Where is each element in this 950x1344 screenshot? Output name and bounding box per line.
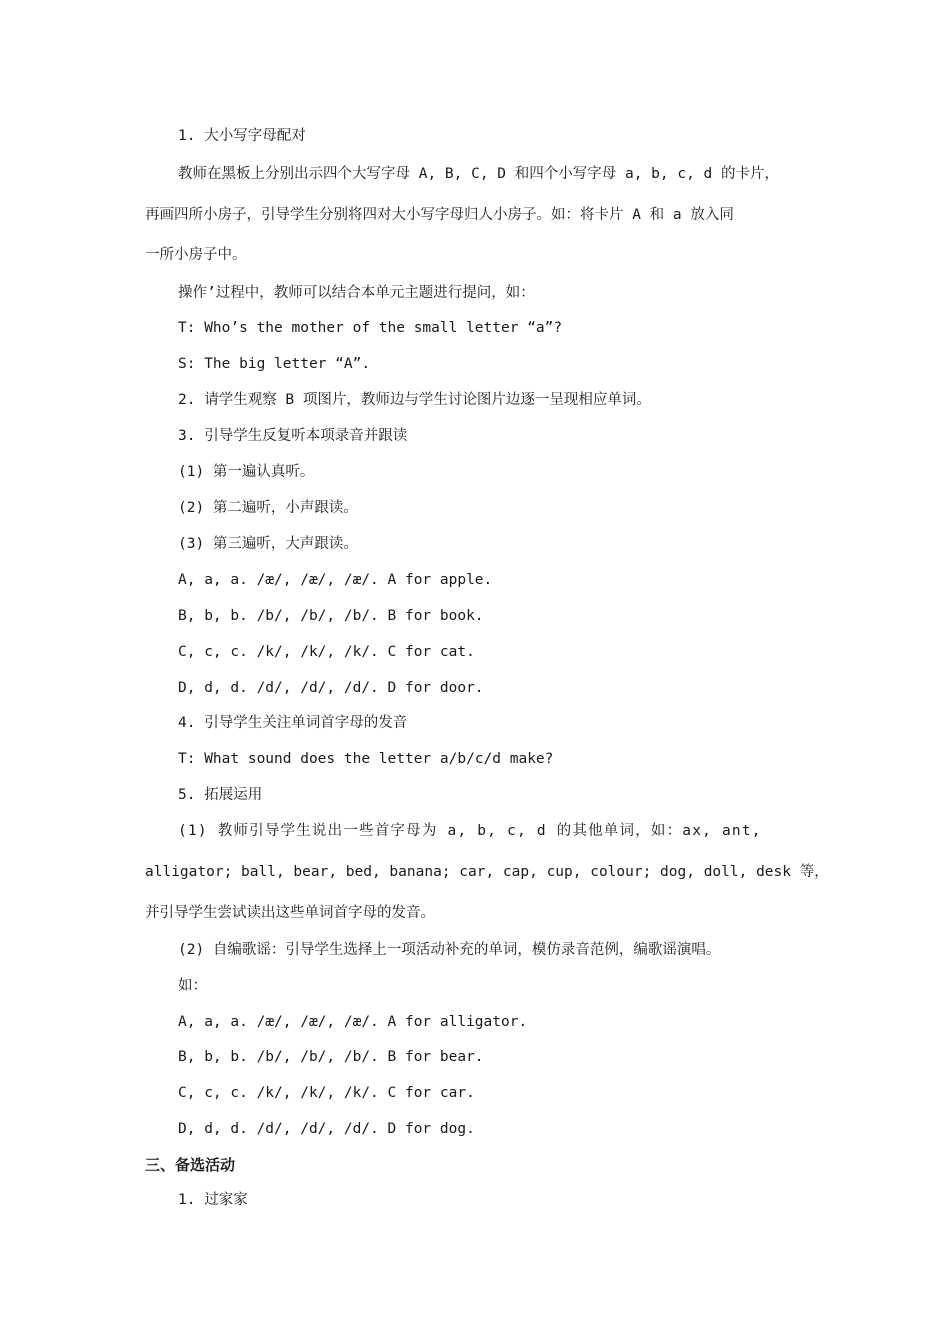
chant-line-d: D, d, d. /d/, /d/, /d/. D for dog. [178,1121,475,1137]
item-2: 2. 请学生观察 B 项图片，教师边与学生讨论图片边逐一呈现相应单词。 [178,392,651,408]
phonics-line-c: C, c, c. /k/, /k/, /k/. C for cat. [178,644,475,660]
paragraph-line: 教师在黑板上分别出示四个大写字母 A, B, C, D 和四个小写字母 a, b, c, d 的卡片， [178,166,780,182]
item-5: 5. 拓展运用 [178,787,263,803]
item-3: 3. 引导学生反复听本项录音并跟读 [178,428,408,444]
item-1-heading: 1. 大小写字母配对 [178,128,306,144]
section-heading: 三、备选活动 [145,1156,236,1174]
phonics-line-a: A, a, a. /æ/, /æ/, /æ/. A for apple. [178,572,493,588]
sub-item-3: (3) 第三遍听，大声跟读。 [178,536,358,552]
example-label: 如： [178,978,207,994]
chant-line-b: B, b, b. /b/, /b/, /b/. B for bear. [178,1049,484,1065]
paragraph-line: 再画四所小房子，引导学生分别将四对大小写字母归人小房子。如：将卡片 A 和 a 放入同 [145,207,734,223]
word-list-line: alligator; ball, bear, bed, banana; car, cap, cup, colour; dog, doll, desk 等， [145,864,829,880]
paragraph-line: 一所小房子中。 [145,247,247,263]
sub-item-1: (1) 第一遍认真听。 [178,464,315,480]
dialogue-teacher: T: Who’s the mother of the small letter “a”? [178,320,563,336]
paragraph-line: 操作’过程中，教师可以结合本单元主题进行提问，如： [178,285,535,301]
phonics-line-b: B, b, b. /b/, /b/, /b/. B for book. [178,608,484,624]
phonics-line-d: D, d, d. /d/, /d/, /d/. D for door. [178,680,484,696]
dialogue-student: S: The big letter “A”. [178,356,371,372]
optional-activity-1: 1. 过家家 [178,1192,248,1208]
chant-line-c: C, c, c. /k/, /k/, /k/. C for car. [178,1085,475,1101]
item-4: 4. 引导学生关注单词首字母的发音 [178,715,408,731]
sub-item-2: (2) 第二遍听，小声跟读。 [178,500,358,516]
chant-line-a: A, a, a. /æ/, /æ/, /æ/. A for alligator. [178,1014,528,1030]
dialogue-teacher-question: T: What sound does the letter a/b/c/d make? [178,751,554,767]
sub-item-extension-2: (2) 自编歌谣：引导学生选择上一项活动补充的单词，模仿录音范例，编歌谣演唱。 [178,942,721,958]
paragraph-line: 并引导学生尝试读出这些单词首字母的发音。 [145,905,435,921]
sub-item-extension-1: (1) 教师引导学生说出一些首字母为 a, b, c, d 的其他单词，如：ax, ant, [178,823,762,839]
